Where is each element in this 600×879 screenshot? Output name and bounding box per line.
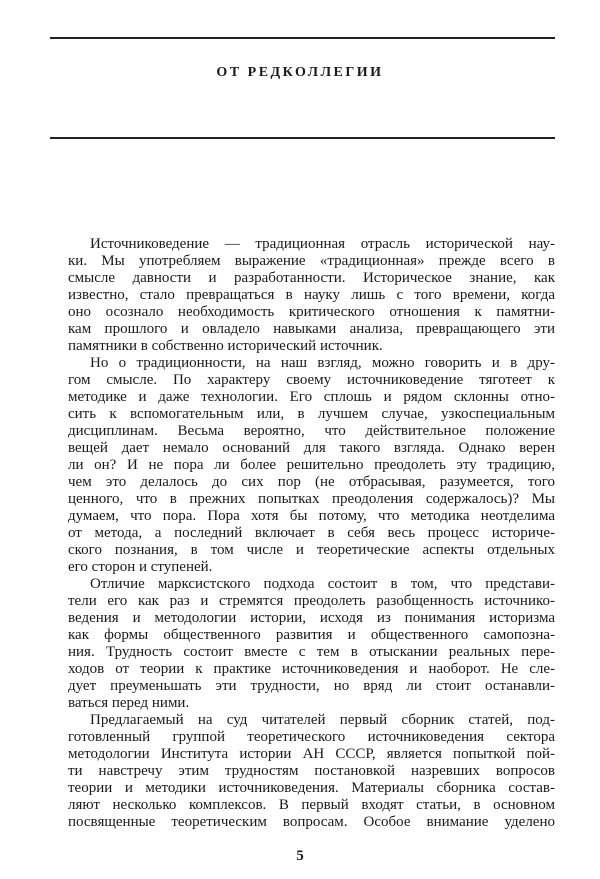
text-line: дисциплинам. Весьма вероятно, что действительное положение bbox=[68, 423, 555, 439]
text-line: ляют несколько комплексов. В первый входят статьи, в основном bbox=[68, 797, 555, 813]
text-line: ли он? И не пора ли более решительно преодолеть эту традицию, bbox=[68, 457, 555, 473]
text-line: готовленный группой теоретического источниковедения сектора bbox=[68, 729, 555, 745]
text-line: гом смысле. По характеру своему источниковедение тяготеет к bbox=[68, 372, 555, 388]
top-rule bbox=[50, 37, 555, 39]
bottom-rule bbox=[50, 137, 555, 139]
text-line: вещей дает немало оснований для такого взгляда. Однако верен bbox=[68, 440, 555, 456]
text-line: кам прошлого и овладело навыками анализа, превращающего эти bbox=[68, 321, 555, 337]
text-line: смысле давности и разработанности. Историческое знание, как bbox=[68, 270, 555, 286]
text-line: от метода, а последний включает в себя весь процесс историче- bbox=[68, 525, 555, 541]
paragraph bbox=[68, 576, 555, 712]
text-line: тели его как раз и стремятся преодолеть разобщенность источнико- bbox=[68, 593, 555, 609]
text-line: методике и даже технологии. Его сплошь и рядом склонны отно- bbox=[68, 389, 555, 405]
text-line: дует преуменьшать эти трудности, но вряд ли стоит останавли- bbox=[68, 678, 555, 694]
text-line: теории и методики источниковедения. Материалы сборника состав- bbox=[68, 780, 555, 796]
paragraph bbox=[68, 712, 555, 831]
text-line: как формы общественного развития и общественного самопозна- bbox=[68, 627, 555, 643]
text-line: ваться перед ними. bbox=[68, 695, 190, 711]
text-line: ценного, что в прежних попытках преодоления содержалось)? Мы bbox=[68, 491, 555, 507]
text-line: оно осознало необходимость критического отношения к памятни- bbox=[68, 304, 555, 320]
text-line: ского познания, в том числе и теоретические аспекты отдельных bbox=[68, 542, 555, 558]
text-line: известно, стало превращаться в науку лишь с того времени, когда bbox=[68, 287, 555, 303]
text-line: Но о традиционности, на наш взгляд, можно говорить и в дру- bbox=[90, 355, 555, 371]
text-line: Предлагаемый на суд читателей первый сборник статей, под- bbox=[90, 712, 555, 728]
text-line: чем это делалось до сих пор (не отбрасывая, разумеется, того bbox=[68, 474, 555, 490]
page-number: 5 bbox=[296, 848, 304, 864]
text-line: Источниковедение — традиционная отрасль исторической нау- bbox=[90, 236, 555, 252]
page-title: ОТ РЕДКОЛЛЕГИИ bbox=[216, 65, 384, 80]
text-line: Отличие марксистского подхода состоит в том, что представи- bbox=[90, 576, 555, 592]
text-line: ния. Трудность состоит вместе с тем в отыскании реальных пере- bbox=[68, 644, 555, 660]
paragraph bbox=[68, 355, 555, 576]
text-line: сить к вспомогательным или, в лучшем случае, узкоспециальным bbox=[68, 406, 555, 422]
text-line: его сторон и ступеней. bbox=[68, 559, 213, 575]
paragraph bbox=[68, 236, 555, 355]
text-line: ведения и методологии истории, исходя из понимания историзма bbox=[68, 610, 555, 626]
text-line: ходов от теории к практике источниковедения и наоборот. Не сле- bbox=[68, 661, 555, 677]
text-line: ки. Мы употребляем выражение «традиционная» прежде всего в bbox=[68, 253, 555, 269]
text-line: памятники в собственно исторический источник. bbox=[68, 338, 383, 354]
text-line: методологии Института истории АН СССР, является попыткой пой- bbox=[68, 746, 555, 762]
text-line: ти навстречу этим трудностям постановкой назревших вопросов bbox=[68, 763, 555, 779]
body-text bbox=[68, 236, 555, 831]
text-line: посвященные теоретическим вопросам. Особое внимание уделено bbox=[68, 814, 555, 830]
text-line: думаем, что пора. Пора хотя бы потому, что методика неотделима bbox=[68, 508, 555, 524]
